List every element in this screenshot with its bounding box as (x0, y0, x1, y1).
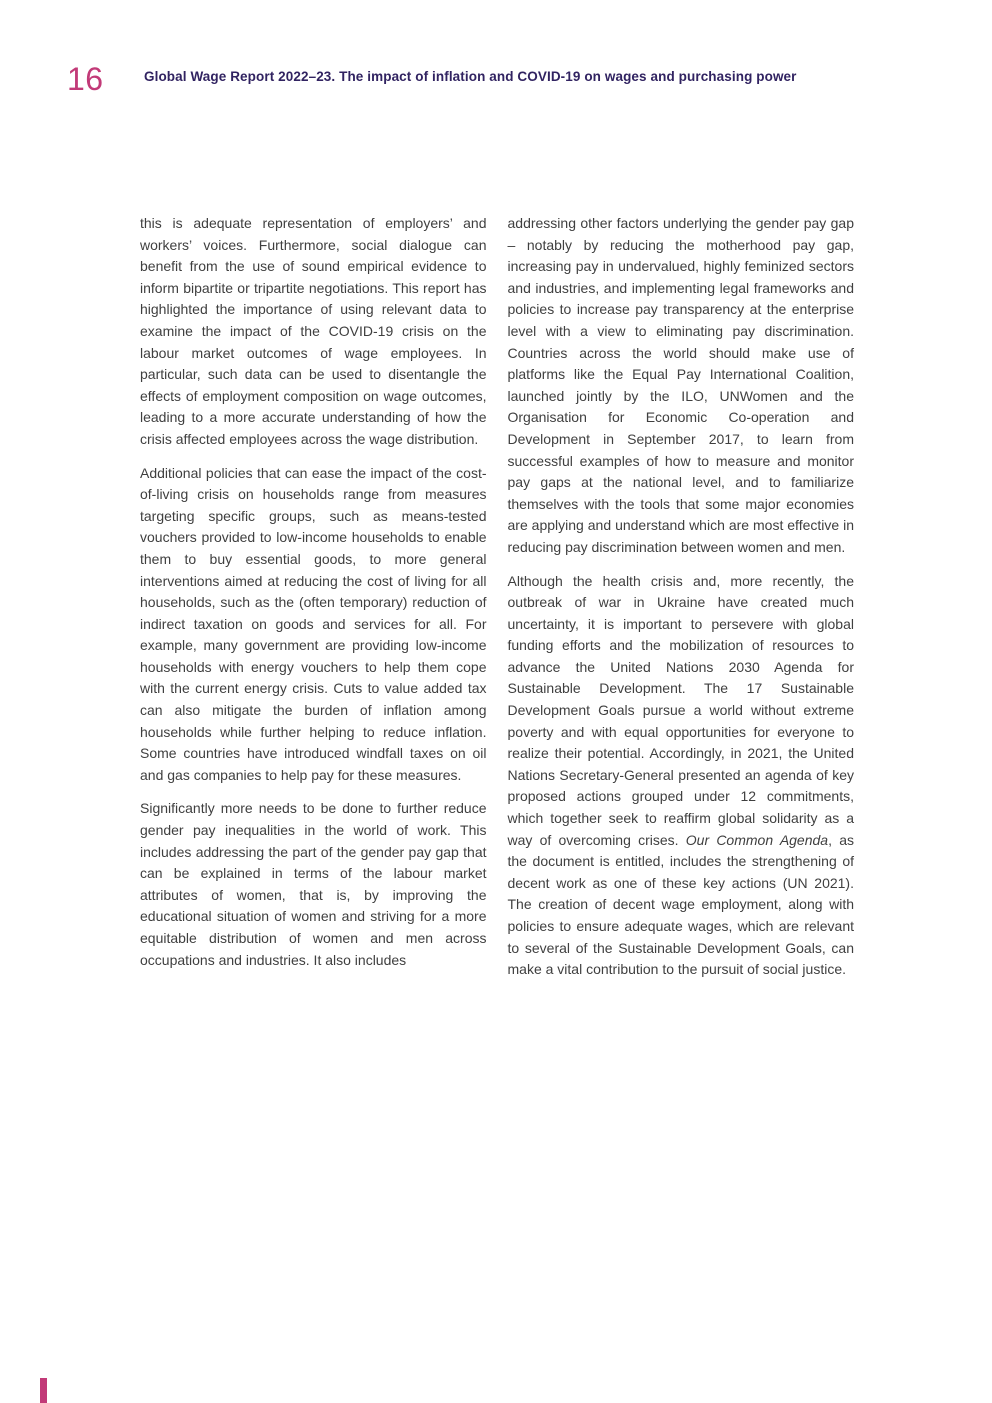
document-title-reference: Our Common Agenda (685, 831, 829, 848)
right-column (508, 213, 855, 981)
corner-accent-bar (40, 1378, 47, 1403)
paragraph-text: , as the document is entitled, includes the strengthening of decent work as one of these key actions (UN 2021). The creation of decent wage employment, along with policies to ensure adequate wages, which are relevant to several of the Sustainable Development Goals, can make a vital contribution to the pursuit of social justice. (507, 831, 854, 978)
paragraph-text: Although the health crisis and, more recently, the outbreak of war in Ukraine have created much uncertainty, it is important to persevere with global funding efforts and the mobilization of resources to advance the United Nations 2030 Agenda for Sustainable Development. The 17 Sustainable Development Goals pursue a world without extreme poverty and with equal opportunities for everyone to realize their potential. Accordingly, in 2021, the United Nations Secretary-General presented an agenda of key proposed actions grouped under 12 commitments, which together seek to reaffirm global solidarity as a way of overcoming crises. (507, 572, 854, 848)
paragraph: Significantly more needs to be done to further reduce gender pay inequalities in the world of work. This includes addressing the part of the gender pay gap that can be explained in terms of the labour market attributes of women, that is, by improving the educational situation of women and striving for a more equitable distribution of women and men across occupations and industries. It also includes (140, 800, 487, 968)
left-column (140, 213, 487, 981)
running-title: Global Wage Report 2022–23. The impact of inflation and COVID-19 on wages and purchasing power (144, 69, 797, 84)
page-content (140, 213, 854, 981)
paragraph: addressing other factors underlying the gender pay gap – notably by reducing the motherhood pay gap, increasing pay in undervalued, highly feminized sectors and industries, and implementing legal frameworks and policies to increase pay transparency at the enterprise level with a view to eliminating pay discrimination. Countries across the world should make use of platforms like the Equal Pay International Coalition, launched jointly by the ILO, UNWomen and the Organisation for Economic Co-operation and Development in September 2017, to learn from successful examples of how to measure and monitor pay gaps at the national level, and to familiarize themselves with the tools that some major economies are applying and understand which are most effective in reducing pay discrimination between women and men. (507, 215, 854, 555)
paragraph: this is adequate representation of employers’ and workers’ voices. Furthermore, social dialogue can benefit from the use of sound empirical evidence to inform bipartite or tripartite negotiations. This report has highlighted the importance of using relevant data to examine the impact of the COVID-19 crisis on the labour market outcomes of wage employees. In particular, such data can be used to disentangle the effects of employment composition on wage outcomes, leading to a more accurate understanding of how the crisis affected employees across the wage distribution. (140, 215, 487, 447)
paragraph (508, 571, 855, 981)
paragraph: Additional policies that can ease the impact of the cost-of-living crisis on households range from measures targeting specific groups, such as means-tested vouchers provided to low-income households to enable them to buy essential goods, to more general interventions aimed at reducing the cost of living for all households, such as the (often temporary) reduction of indirect taxation on goods and services for all. For example, many government are providing low-income households with energy vouchers to help them cope with the current energy crisis. Cuts to value added tax can also mitigate the burden of inflation among households while further helping to reduce inflation. Some countries have introduced windfall taxes on oil and gas companies to help pay for these measures. (140, 464, 487, 783)
page-number: 16 (67, 61, 104, 97)
